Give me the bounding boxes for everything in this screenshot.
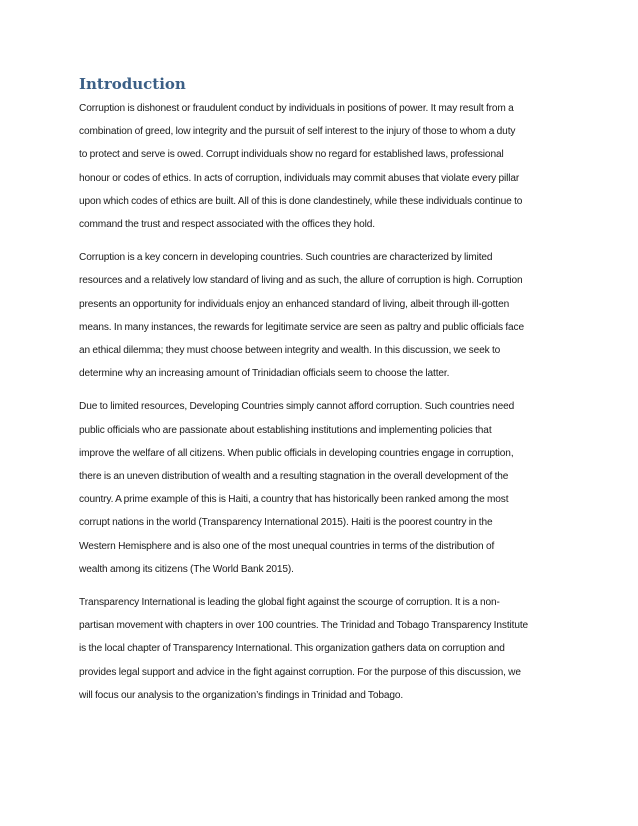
text-line: to protect and serve is owed. Corrupt individuals show no regard for established laws, professional xyxy=(79,149,504,161)
text-line: Western Hemisphere and is also one of the most unequal countries in terms of the distribution of xyxy=(79,540,495,552)
text-line: there is an uneven distribution of wealth and a resulting stagnation in the overall development of the xyxy=(79,471,509,483)
paragraph-2 xyxy=(79,246,569,385)
text-line: presents an opportunity for individuals enjoy an enhanced standard of living, albeit through ill-gotten xyxy=(79,298,510,310)
text-line: combination of greed, low integrity and the pursuit of self interest to the injury of those to whom a duty xyxy=(79,126,516,138)
text-line: country. A prime example of this is Haiti, a country that has historically been ranked among the most xyxy=(79,494,509,506)
paragraph-1 xyxy=(79,97,569,236)
text-line: Due to limited resources, Developing Countries simply cannot afford corruption. Such countries need xyxy=(79,401,515,413)
text-line: an ethical dilemma; they must choose between integrity and wealth. In this discussion, we seek to xyxy=(79,345,501,357)
text-line: Transparency International is leading the global fight against the scourge of corruption. It is a non- xyxy=(79,597,500,609)
text-line: Corruption is dishonest or fraudulent conduct by individuals in positions of power. It may result from a xyxy=(79,103,514,114)
paragraph-4 xyxy=(79,591,569,707)
text-line: resources and a relatively low standard of living and as such, the allure of corruption is high. Corruption xyxy=(79,275,523,287)
text-line: provides legal support and advice in the fight against corruption. For the purpose of this discussion, we xyxy=(79,666,521,678)
text-line: determine why an increasing amount of Trinidadian officials seem to choose the latter. xyxy=(79,368,450,380)
text-line: means. In many instances, the rewards for legitimate service are seen as paltry and public officials face xyxy=(79,321,525,333)
text-line: command the trust and respect associated with the offices they hold. xyxy=(79,219,375,231)
body-text xyxy=(79,97,569,717)
text-line: improve the welfare of all citizens. When public officials in developing countries engage in corruption, xyxy=(79,447,514,459)
paragraph-3 xyxy=(79,395,569,581)
text-line: public officials who are passionate about establishing institutions and implementing policies that xyxy=(79,424,492,436)
text-line: wealth among its citizens (The World Bank 2015). xyxy=(79,563,294,575)
text-line: Corruption is a key concern in developing countries. Such countries are characterized by limited xyxy=(79,252,493,264)
text-line: corrupt nations in the world (Transparency International 2015). Haiti is the poorest country in the xyxy=(79,517,493,529)
text-line: upon which codes of ethics are built. All of this is done clandestinely, while these individuals continue to xyxy=(79,195,523,207)
text-line: is the local chapter of Transparency International. This organization gathers data on corruption and xyxy=(79,643,505,655)
section-heading: Introduction xyxy=(79,75,186,93)
text-line: will focus our analysis to the organization’s findings in Trinidad and Tobago. xyxy=(79,689,404,701)
text-line: honour or codes of ethics. In acts of corruption, individuals may commit abuses that violate every pillar xyxy=(79,172,520,184)
text-line: partisan movement with chapters in over 100 countries. The Trinidad and Tobago Transparency Institute xyxy=(79,620,529,632)
